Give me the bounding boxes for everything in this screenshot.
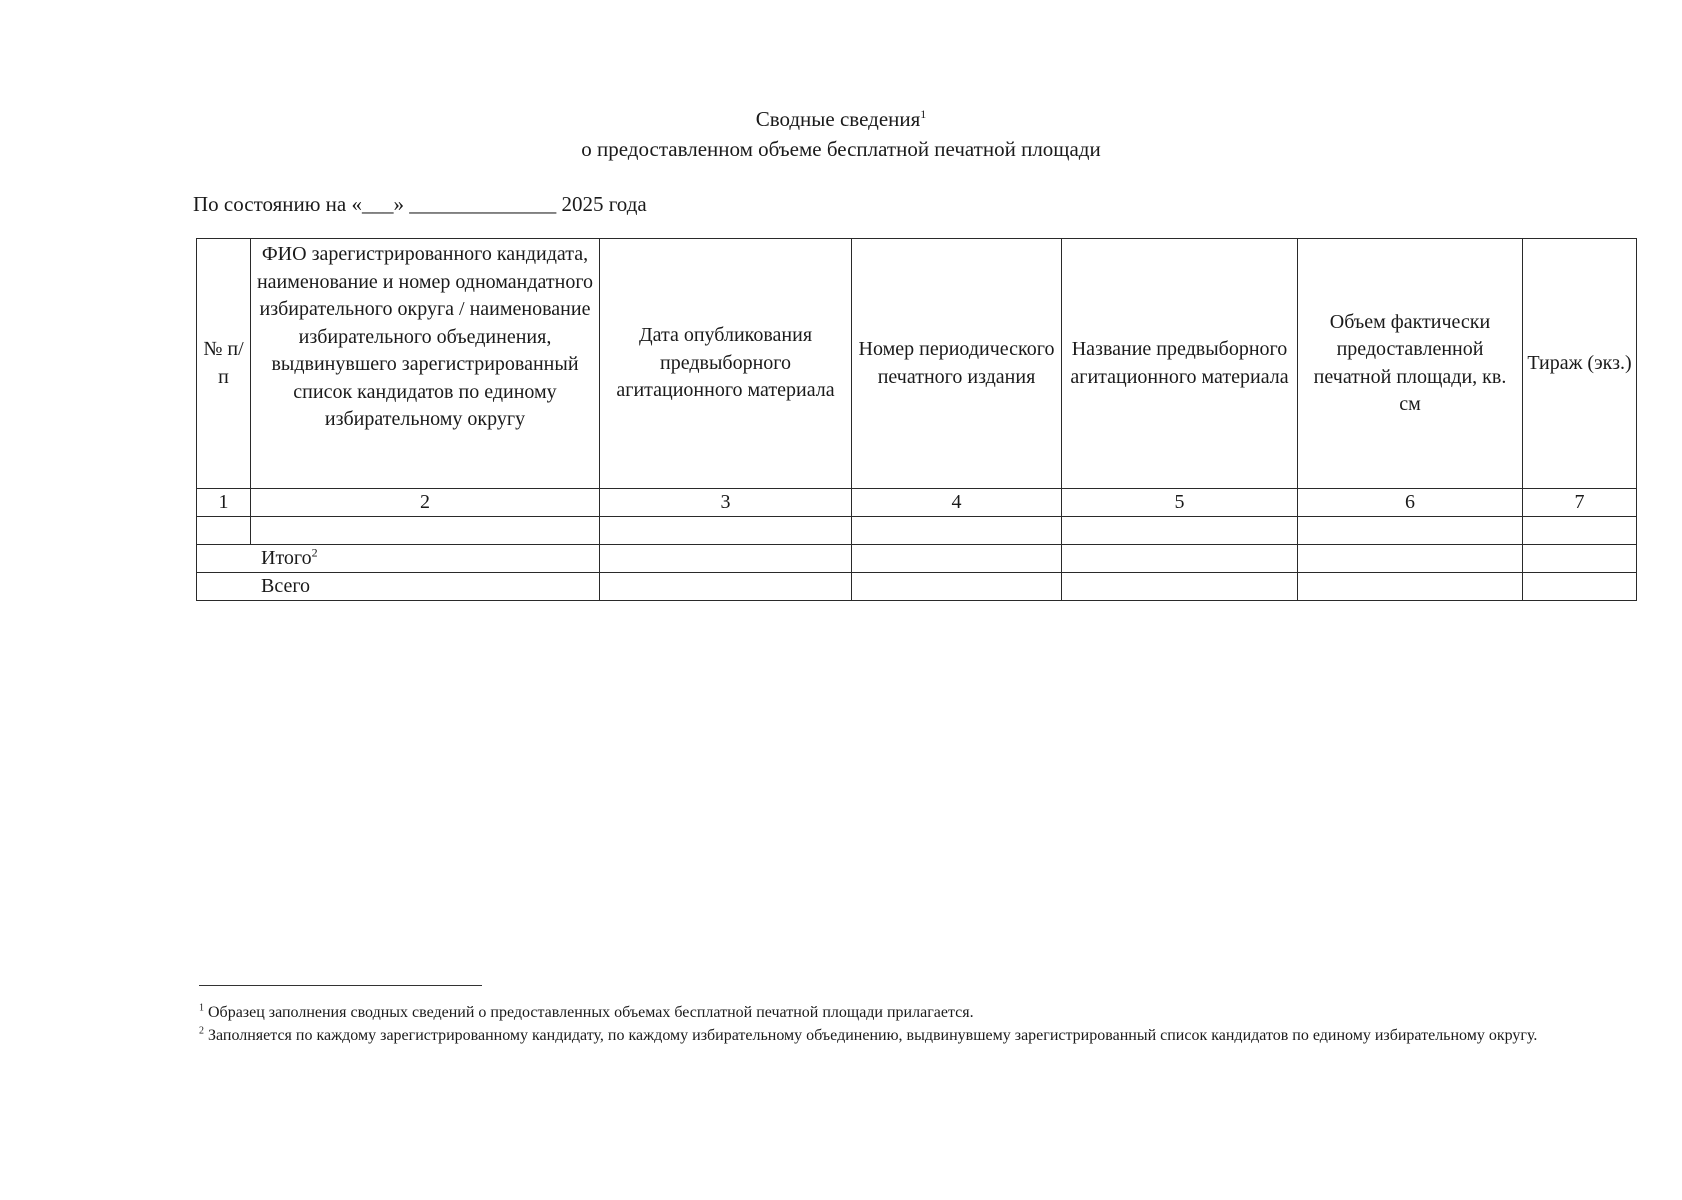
table-cell xyxy=(197,517,251,545)
total-footnote-mark: 2 xyxy=(311,545,318,560)
footnote-mark: 2 xyxy=(199,1025,204,1037)
table-header-row xyxy=(197,239,1637,489)
table-cell xyxy=(852,545,1062,573)
footnotes xyxy=(199,1001,1605,1047)
table-cell xyxy=(1298,545,1523,573)
header-material-name: Название предвыборного агитационного материала xyxy=(1062,239,1298,489)
grand-total-row xyxy=(197,573,1637,601)
column-number: 1 xyxy=(197,489,251,517)
table-row xyxy=(197,517,1637,545)
header-number: № п/п xyxy=(197,239,251,489)
document-title xyxy=(0,104,1682,164)
column-number: 7 xyxy=(1523,489,1637,517)
title-main: Сводные сведения$^1$ xyxy=(755,107,927,131)
header-circulation: Тираж (экз.) xyxy=(1523,239,1637,489)
total-label: Итого$^2$ xyxy=(197,545,600,573)
header-periodical-number: Номер периодического печатного издания xyxy=(852,239,1062,489)
column-number-row xyxy=(197,489,1637,517)
footnote-text: Образец заполнения сводных сведений о предоставленных объемах бесплатной печатной площади прилагается. xyxy=(208,1004,974,1021)
table-cell xyxy=(1298,517,1523,545)
table-cell xyxy=(600,573,852,601)
table-cell xyxy=(852,517,1062,545)
header-publication-date: Дата опубликования предвыборного агитационного материала xyxy=(600,239,852,489)
column-number: 6 xyxy=(1298,489,1523,517)
footnote-mark: 1 xyxy=(199,1002,204,1014)
header-print-area: Объем фактически предоставленной печатной площади, кв. см xyxy=(1298,239,1523,489)
footnote-divider xyxy=(199,985,482,986)
table-cell xyxy=(600,517,852,545)
table-cell xyxy=(1523,545,1637,573)
table-cell xyxy=(852,573,1062,601)
table-cell xyxy=(251,517,600,545)
status-date-line: По состоянию на «___» ______________ 2025 года xyxy=(193,192,647,216)
title-footnote-mark: 1 xyxy=(920,107,927,121)
footnote-text: Заполняется по каждому зарегистрированному кандидату, по каждому избирательному объединению, выдвинувшему зарегистрированный список кандидатов по единому избирательному округу. xyxy=(208,1027,1538,1044)
table-cell xyxy=(1298,573,1523,601)
table-cell xyxy=(1062,573,1298,601)
column-number: 4 xyxy=(852,489,1062,517)
table-cell xyxy=(1523,517,1637,545)
table-cell xyxy=(1062,545,1298,573)
footnote-item xyxy=(199,1001,1605,1024)
column-number: 2 xyxy=(251,489,600,517)
header-candidate: ФИО зарегистрированного кандидата, наименование и номер одномандатного избирательного округа / наименование избирательного объединения, выдвинувшего зарегистрированный список кандидатов по единому избирательному округу xyxy=(251,239,600,489)
grand-total-label: Всего xyxy=(197,573,600,601)
table-cell xyxy=(1062,517,1298,545)
title-subtitle: о предоставленном объеме бесплатной печатной площади xyxy=(581,137,1101,161)
footnote-item xyxy=(199,1024,1605,1047)
column-number: 3 xyxy=(600,489,852,517)
total-row xyxy=(197,545,1637,573)
column-number: 5 xyxy=(1062,489,1298,517)
table-cell xyxy=(600,545,852,573)
table-cell xyxy=(1523,573,1637,601)
summary-table xyxy=(196,238,1637,601)
